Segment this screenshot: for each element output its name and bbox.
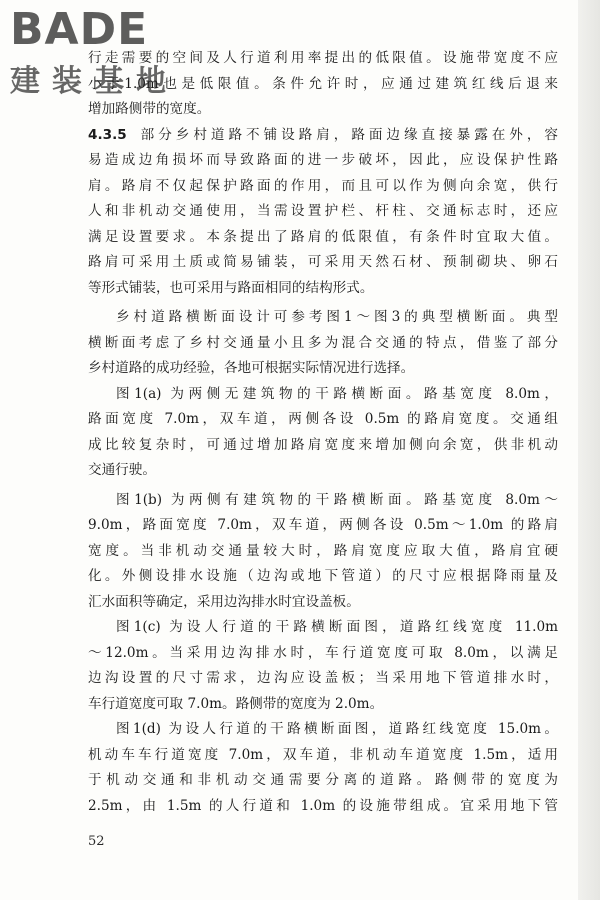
text-line: 2.5m，由 1.5m 的人行道和 1.0m 的设施带组成。宜采用地下管	[88, 797, 558, 814]
text-line: 小于1.0m也是低限值。条件允许时，应通过建筑红线后退来	[88, 75, 558, 92]
text-line: 汇水面积等确定，采用边沟排水时宜设盖板。	[88, 593, 360, 610]
page-number: 52	[88, 834, 105, 849]
page-edge-shadow	[578, 0, 600, 900]
text-line: 图1(b) 为两侧有建筑物的干路横断面。路基宽度 8.0m～	[116, 491, 558, 508]
text-line: 于机动交通和非机动交通需要分离的道路。路侧带的宽度为	[88, 772, 558, 788]
paragraph-figure-1a	[88, 382, 558, 484]
text-line: 9.0m，路面宽度 7.0m，双车道，两侧各设 0.5m～1.0m 的路肩	[88, 517, 558, 533]
text-line: 横断面考虑了乡村交通量小且多为混合交通的特点，借鉴了部分	[88, 334, 558, 351]
text-line: ～12.0m。当采用边沟排水时，车行道宽度可取 8.0m，以满足	[88, 644, 558, 661]
text-line: 宽度。当非机动交通量较大时，路肩宽度应取大值，路肩宜硬	[88, 542, 558, 559]
text-line: 易造成边角损坏而导致路面的进一步破坏，因此，应设保护性路	[88, 152, 558, 168]
text-line: 增加路侧带的宽度。	[88, 101, 211, 117]
text-line: 满足设置要求。本条提出了路肩的低限值，有条件时宜取大值。	[88, 228, 558, 245]
text-line: 成比较复杂时，可通过增加路肩宽度来增加侧向余宽，供非机动	[88, 436, 558, 453]
text-line: 交通行驶。	[88, 462, 156, 478]
text-line: 机动车车行道宽度 7.0m，双车道，非机动车道宽度 1.5m，适用	[88, 746, 558, 763]
text-line: 图1(c) 为设人行道的干路横断面图，道路红线宽度 11.0m	[116, 619, 558, 635]
text-line	[88, 123, 558, 149]
text-line: 乡村道路的成功经验，各地可根据实际情况进行选择。	[88, 360, 415, 376]
text-line: 图1(a) 为两侧无建筑物的干路横断面。路基宽度 8.0m，	[116, 385, 558, 402]
text-line: 路面宽度 7.0m，双车道，两侧各设 0.5m 的路肩宽度。交通组	[88, 411, 558, 427]
text-line: 乡村道路横断面设计可参考图1～图3的典型横断面。典型	[116, 309, 558, 325]
watermark-logo	[8, 4, 208, 99]
paragraph-figure-1d	[88, 717, 558, 819]
text-line: 人和非机动交通使用，当需设置护栏、杆柱、交通标志时，还应	[88, 203, 558, 219]
body-text	[88, 46, 558, 819]
text-line: 图1(d) 为设人行道的干路横断面图，道路红线宽度 15.0m。	[116, 721, 558, 737]
text-line: 化。外侧设排水设施（边沟或地下管道）的尺寸应根据降雨量及	[88, 568, 558, 584]
text-line: 行走需要的空间及人行道利用率提出的低限值。设施带宽度不应	[88, 50, 558, 66]
watermark-cjk-text: 建装基地	[10, 64, 178, 99]
paragraph-cross-section-intro	[88, 305, 558, 382]
paragraph-figure-1c	[88, 615, 558, 717]
text-line: 路肩可采用土质或简易铺装，可采用天然石材、预制砌块、卵石	[88, 254, 558, 270]
text-line: 等形式铺装，也可采用与路面相同的结构形式。	[88, 279, 374, 296]
paragraph-section-4-3-5	[88, 123, 558, 302]
text-line: 车行道宽度可取 7.0m。路侧带的宽度为 2.0m。	[88, 695, 384, 712]
section-number: 4.3.5	[88, 126, 127, 143]
watermark-latin-text: BADE	[10, 4, 149, 55]
paragraph-figure-1b	[88, 488, 558, 616]
text-line: 边沟设置的尺寸需求，边沟应设盖板；当采用地下管道排水时，	[88, 670, 558, 686]
text-line: 肩。路肩不仅起保护路面的作用，而且可以作为侧向余宽，供行	[88, 177, 558, 194]
text-line-content: 部分乡村道路不铺设路肩，路面边缘直接暴露在外，容	[136, 126, 558, 143]
